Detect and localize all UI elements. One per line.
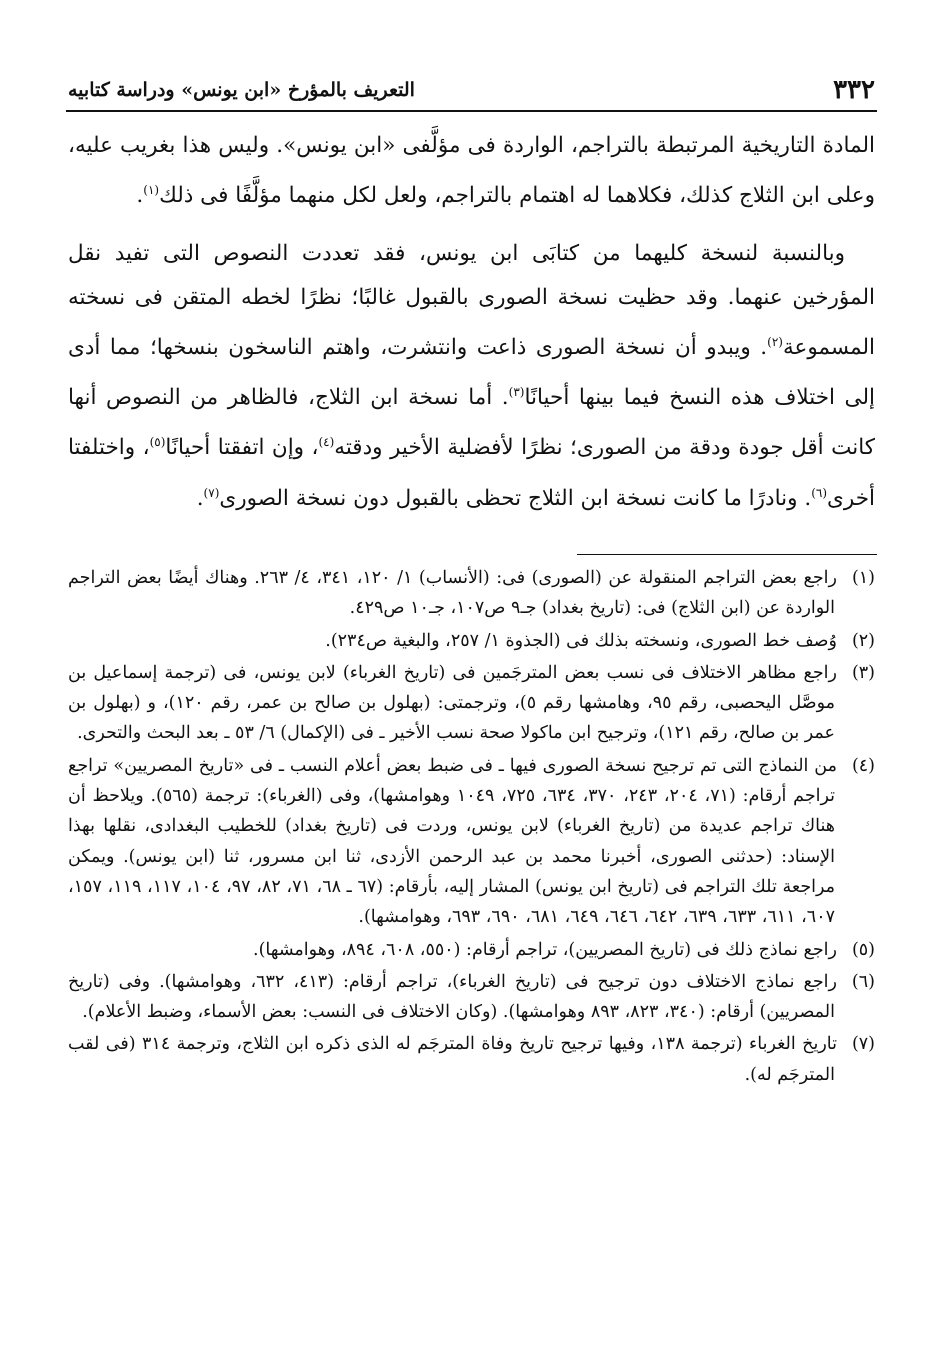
footnote-3 <box>68 658 875 749</box>
footnote-text: راجع نماذج الاختلاف دون ترجيح فى (تاريخ الغرباء)، تراجم أرقام: (٤١٣، ٦٣٢، وهوامشها). وفى (تاريخ المصريين) أرقام: (٣٤٠، ٨٢٣، ٨٩٣ وهوامشها). (وكان الاختلاف فى النسب: بعض الأسماء، وضبط الأعلام). <box>68 971 837 1023</box>
footnote-ref-7: (٧) <box>203 485 220 500</box>
footnote-text: راجع بعض التراجم المنقولة عن (الصورى) فى: (الأنساب) ١/ ١٢٠، ٣٤١، ٤/ ٢٦٣. وهناك أيضًا بعض التراجم الواردة عن (ابن الثلاج) فى: (تاريخ بغداد) جـ٩ ص١٠٧، جـ١٠ ص٤٢٩. <box>68 568 837 619</box>
paragraph-2-text-b: . ويبدو أن نسخة الصورى ذاعت وانتشرت، واهتم الناسخون بنسخها؛ مما أدى إلى اختلاف هذه النسخ فيما بينها أحيانًا <box>68 335 875 411</box>
footnotes <box>68 563 875 1092</box>
footnote-number: (١) <box>851 568 875 588</box>
paragraph-2-text-c: . أما نسخة ابن الثلاج، فالظاهر من النصوص أنها كانت أقل جودة ودقة من الصورى؛ نظرًا لأفضلية الأخير ودقته <box>68 385 875 461</box>
footnote-number: (٤) <box>851 755 875 776</box>
page-number: ٣٣٢ <box>833 75 875 105</box>
footnote-2 <box>68 626 875 656</box>
footnote-number: (٧) <box>851 1034 875 1055</box>
paragraph-2-text-e: ، واختلفتا أخرى <box>68 435 875 511</box>
footnote-text: تاريخ الغرباء (ترجمة ١٣٨، وفيها ترجيح تاريخ وفاة المترجَم له الذى ذكره ابن الثلاج، وترجمة ٣١٤ (فى لقب المترجَم له). <box>68 1034 837 1085</box>
footnote-5 <box>68 935 875 965</box>
paragraph-2 <box>68 232 875 521</box>
running-title: التعريف بالمؤرخ «ابن يونس» ودراسة كتابيه <box>68 79 415 101</box>
footnote-text: راجع مظاهر الاختلاف فى نسب بعض المترجَمين فى (تاريخ الغرباء) لابن يونس، فى (ترجمة إسماعيل بن موصَّل اليحصبى، رقم ٩٥، وهامشها رقم ٥)، وترجمتى: (بهلول بن صالح بن عمر، رقم ١٢٠)، و (بهلول بن عمر بن صالح، رقم ١٢١)، وترجيح ابن ماكولا صحة نسب الأخير ـ فى (الإكمال) ٦/ ٥٣ ـ بعد البحث والتحرى. <box>68 662 837 744</box>
footnote-ref-5: (٥) <box>149 435 166 450</box>
paragraph-1-text: المادة التاريخية المرتبطة بالتراجم، الواردة فى مؤلَّفى «ابن يونس». وليس هذا بغريب عليه، وعلى ابن الثلاج كذلك، فكلاهما له اهتمام بالتراجم، ولعل لكل منهما مؤلَّفًا فى ذلك <box>68 133 875 209</box>
footnote-ref-2: (٢) <box>767 335 783 350</box>
page-header <box>68 72 875 108</box>
footnote-text: من النماذج التى تم ترجيح نسخة الصورى فيها ـ فى ضبط بعض أعلام النسب ـ فى «تاريخ المصريين» تراجع تراجم أرقام: (٧١، ٢٠٤، ٢٤٣، ٣٧٠، ٦٣٤، ٧٢٥، ١٠٤٩ وهوامشها)، وفى (الغرباء): ترجمة (٥٦٥). ويلاحظ أن هناك تراجم عديدة من (تاريخ الغرباء) لابن يونس، وردت فى (تاريخ بغداد) للخطيب البغدادى، نقلها بهذا الإسناد: (حدثنى الصورى، أخبرنا محمد بن عبد الرحمن الأزدى، ثنا ابن مسرور، ثنا (ابن يونس). ويمكن مراجعة تلك التراجم فى (تاريخ ابن يونس) المشار إليه، بأرقام: (٦٧ ـ ٦٨، ٧١، ٨٢، ٩٧، ١٠٤، ١١٧، ١١٩، ١٥٧، ٦٠٧، ٦١١، ٦٣٣، ٦٣٩، ٦٤٢، ٦٤٦، ٦٤٩، ٦٨١، ٦٩٠، ٦٩٣، وهوامشها). <box>68 755 837 928</box>
footnote-ref-4: (٤) <box>318 435 335 450</box>
footnote-1 <box>68 563 875 624</box>
header-rule <box>66 110 877 112</box>
paragraph-2-end: . <box>196 485 204 511</box>
footnote-ref-3: (٣) <box>508 385 525 400</box>
footnote-rule <box>577 554 877 555</box>
paragraph-1 <box>68 124 875 218</box>
footnote-number: (٦) <box>851 971 875 992</box>
footnote-6 <box>68 967 875 1028</box>
footnote-text: راجع نماذج ذلك فى (تاريخ المصريين)، تراجم أرقام: (٥٥٠، ٦٠٨، ٨٩٤، وهوامشها). <box>253 939 837 960</box>
footnote-4 <box>68 751 875 933</box>
footnote-text: وُصف خط الصورى، ونسخته بذلك فى (الجذوة ١/ ٢٥٧، والبغية ص٢٣٤). <box>325 630 837 651</box>
footnote-number: (٥) <box>851 939 875 960</box>
paragraph-1-end: . <box>136 183 144 209</box>
paragraph-2-text-a: وبالنسبة لنسخة كليهما من كتابَى ابن يونس، فقد تعددت النصوص التى تفيد نقل المؤرخين عنهما. وقد حظيت نسخة الصورى بالقبول غالبًا؛ نظرًا لخطه المتقن فى نسخته المسموعة <box>68 241 875 361</box>
footnote-ref-1: (١) <box>143 183 160 197</box>
footnote-ref-6: (٦) <box>811 485 828 500</box>
paragraph-2-text-d: ، وإن اتفقتا أحيانًا <box>165 435 319 461</box>
footnote-number: (٣) <box>851 662 875 683</box>
footnote-7 <box>68 1029 875 1090</box>
main-text <box>68 124 875 521</box>
paragraph-2-text-f: . ونادرًا ما كانت نسخة ابن الثلاج تحظى بالقبول دون نسخة الصورى <box>219 485 812 511</box>
footnote-number: (٢) <box>851 630 875 651</box>
